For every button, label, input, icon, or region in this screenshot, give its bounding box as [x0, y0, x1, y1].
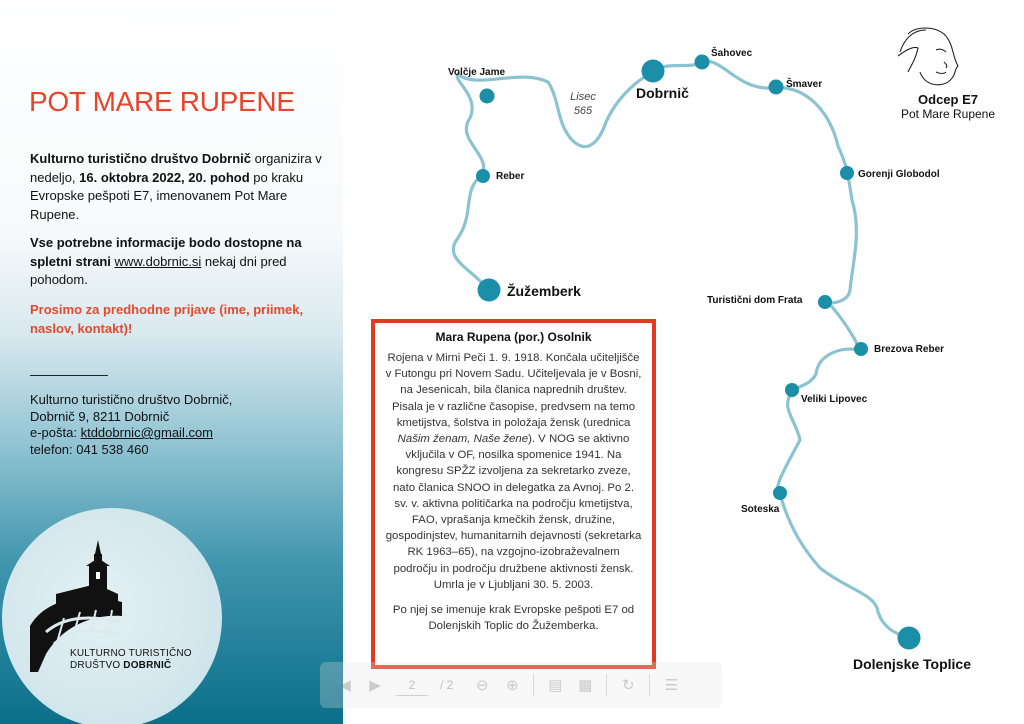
contact-org: Kulturno turistično društvo Dobrnič, [30, 392, 233, 407]
label-dobrnic: Dobrnič [636, 85, 689, 101]
logo-line-2a: DRUŠTVO [70, 660, 124, 671]
download-icon[interactable]: ▤ [548, 677, 563, 694]
e7-branch-label [888, 92, 1008, 121]
event-date: 16. oktobra 2022, 20. pohod [79, 169, 250, 185]
lisec-name: Lisec [570, 91, 596, 103]
toolbar-separator [649, 674, 650, 696]
print-icon[interactable]: ▩ [578, 677, 593, 694]
label-turisticni-dom-frata: Turistični dom Frata [707, 295, 803, 306]
lisec-height: 565 [573, 105, 593, 117]
info-rest-text: nekaj dni pred pohodom. [30, 253, 287, 287]
label-gorenji-globodol: Gorenji Globodol [858, 169, 940, 180]
label-veliki-lipovec: Veliki Lipovec [801, 394, 868, 405]
contact-address: Dobrnič 9, 8211 Dobrnič [30, 408, 170, 424]
label-volcje-jame: Volčje Jame [448, 67, 506, 78]
bio-text-italic: Našim ženam, Naše žene [397, 433, 529, 446]
node-dolenjske-toplice[interactable] [898, 627, 921, 650]
label-soteska: Soteska [741, 504, 780, 515]
node-dobrnic[interactable] [642, 60, 665, 83]
intro-text-1: organizira v nedeljo, [30, 151, 322, 185]
signup-notice: Prosimo za predhodne prijave (ime, priimek, naslov, kontakt)! [30, 302, 304, 336]
bio-footer: Po njej se imenuje krak Evropske pešpoti E7 od Dolenjskih Toplic do Žužemberka. [392, 604, 635, 633]
node-turisticni-dom-frata[interactable] [818, 295, 832, 309]
node-zuzemberk[interactable] [478, 279, 501, 302]
intro-text-2: po kraku Evropske pešpoti E7, imenovanem Pot Mare Rupene. [30, 169, 304, 222]
bio-text-b: ). V NOG se aktivno vključila v OF, nosilka spomenice 1941. Na kongresu SPŽZ izvoljena za sekretarko zveze, nato članica SNOO in delegatka za Avnoj. Po 2. sv. v. aktivna političarka na področju kmetijstva, FAO, vprašanja kmečkih žensk, družine, gospodinjstev, humanitarnih dejavnosti (sekretarka RK 1963–65), na vzgojno-izobraževalnem področju in področju družbene aktivnosti žensk. Umrla je v Ljubljani 30. 5. 2003. [385, 433, 642, 591]
toolbar-separator [606, 674, 607, 696]
logo-line-1: KULTURNO TURISTIČNO [70, 648, 192, 659]
label-brezova-reber: Brezova Reber [874, 344, 945, 355]
bio-heading: Mara Rupena (por.) Osolnik [435, 330, 592, 344]
rotate-icon[interactable]: ↻ [622, 677, 635, 694]
contact-phone: telefon: 041 538 460 [30, 441, 149, 457]
node-smaver[interactable] [769, 80, 784, 95]
bio-body [385, 350, 642, 593]
bio-text-a: Rojena v Mirni Peči 1. 9. 1918. Končala učiteljišče v Futongu pri Novem Sadu. Učiteljevala je v Bosni, na Jesenicah, bila članica naprednih društev. Pisala je v različne časopise, predvsem na temo kmetijstva, šolstva in položaja žensk (urednica [385, 352, 642, 429]
page-number-input[interactable]: 2 [396, 674, 428, 696]
node-soteska[interactable] [773, 486, 787, 500]
node-volcje-jame[interactable] [480, 89, 495, 104]
more-options-icon[interactable]: ☰ [664, 677, 679, 694]
node-veliki-lipovec[interactable] [785, 383, 799, 397]
toolbar-separator [533, 674, 534, 696]
email-label: e-pošta: [30, 425, 81, 440]
organizer-name: Kulturno turistično društvo Dobrnič [30, 151, 251, 166]
label-dolenjske-toplice: Dolenjske Toplice [853, 656, 971, 672]
label-reber: Reber [496, 171, 525, 182]
node-sahovec[interactable] [695, 55, 710, 70]
next-page-icon[interactable]: ▶ [369, 677, 381, 694]
zoom-in-icon[interactable]: ⊕ [506, 677, 519, 694]
logo-line-2b: DOBRNIČ [123, 660, 172, 671]
biography-box [371, 319, 656, 669]
pdf-viewer-toolbar [320, 662, 722, 708]
email-link[interactable]: ktddobrnic@gmail.com [80, 425, 214, 440]
e7-title: Odcep E7 [918, 92, 978, 107]
zoom-out-icon[interactable]: ⊖ [476, 677, 489, 694]
page-title: POT MARE RUPENE [29, 86, 295, 117]
e7-subtitle: Pot Mare Rupene [900, 107, 996, 121]
website-link[interactable]: www.dobrnic.si [114, 253, 202, 269]
label-sahovec: Šahovec [711, 48, 753, 59]
portrait-sketch-icon [898, 28, 958, 85]
previous-page-icon[interactable]: ◀ [339, 677, 351, 694]
node-brezova-reber[interactable] [854, 342, 868, 356]
label-zuzemberk: Žužemberk [507, 283, 581, 299]
label-smaver: Šmaver [786, 79, 823, 90]
page-total: / 2 [440, 678, 454, 692]
node-gorenji-globodol[interactable] [840, 166, 854, 180]
info-bold-text: Vse potrebne informacije bodo dostopne na spletni strani [30, 235, 302, 269]
node-reber[interactable] [476, 169, 490, 183]
label-lisec [565, 90, 601, 118]
